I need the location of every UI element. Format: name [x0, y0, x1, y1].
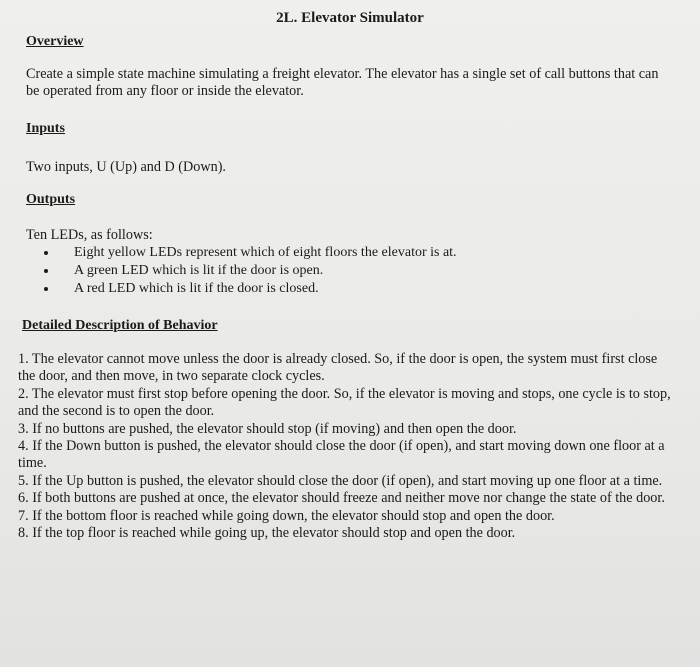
list-item: 8. If the top floor is reached while going up, the elevator should stop and open the door.: [18, 525, 516, 542]
list-item: 2. The elevator must first stop before opening the door. So, if the elevator is moving and stops, one cycle is to stop, and the second is to open the door.: [18, 385, 671, 420]
overview-heading: Overview: [26, 34, 84, 49]
list-item: 3. If no buttons are pushed, the elevator should stop (if moving) and then open the door.: [18, 420, 517, 437]
list-item: 1. The elevator cannot move unless the door is already closed. So, if the door is open, the system must first close the door, and then move, in two separate clock cycles.: [18, 351, 658, 385]
list-item: • A green LED which is lit if the door is open.: [58, 262, 658, 280]
page-title: 2L. Elevator Simulator: [276, 10, 424, 26]
overview-text: Create a simple state machine simulating a freight elevator. The elevator has a single set of call buttons that can be operated from any floor or inside the elevator.: [26, 66, 659, 99]
behavior-heading: Detailed Description of Behavior: [22, 318, 218, 333]
outputs-intro: Ten LEDs, as follows:: [26, 227, 153, 243]
outputs-list: [40, 244, 658, 298]
list-item: 6. If both buttons are pushed at once, the elevator should freeze and neither move nor change the state of the door.: [18, 490, 665, 507]
list-item: 7. If the bottom floor is reached while going down, the elevator should stop and open the door.: [18, 507, 555, 524]
list-item: • A red LED which is lit if the door is closed.: [58, 280, 658, 298]
inputs-heading: Inputs: [26, 121, 65, 136]
list-item: 5. If the Up button is pushed, the elevator should close the door (if open), and start moving up one floor at a time.: [18, 472, 663, 489]
behavior-list: [18, 351, 678, 542]
list-item: • Eight yellow LEDs represent which of eight floors the elevator is at.: [58, 244, 658, 262]
outputs-heading: Outputs: [26, 192, 76, 207]
inputs-text: Two inputs, U (Up) and D (Down).: [26, 159, 226, 175]
list-item: 4. If the Down button is pushed, the elevator should close the door (if open), and start moving down one floor at a time.: [18, 438, 665, 472]
